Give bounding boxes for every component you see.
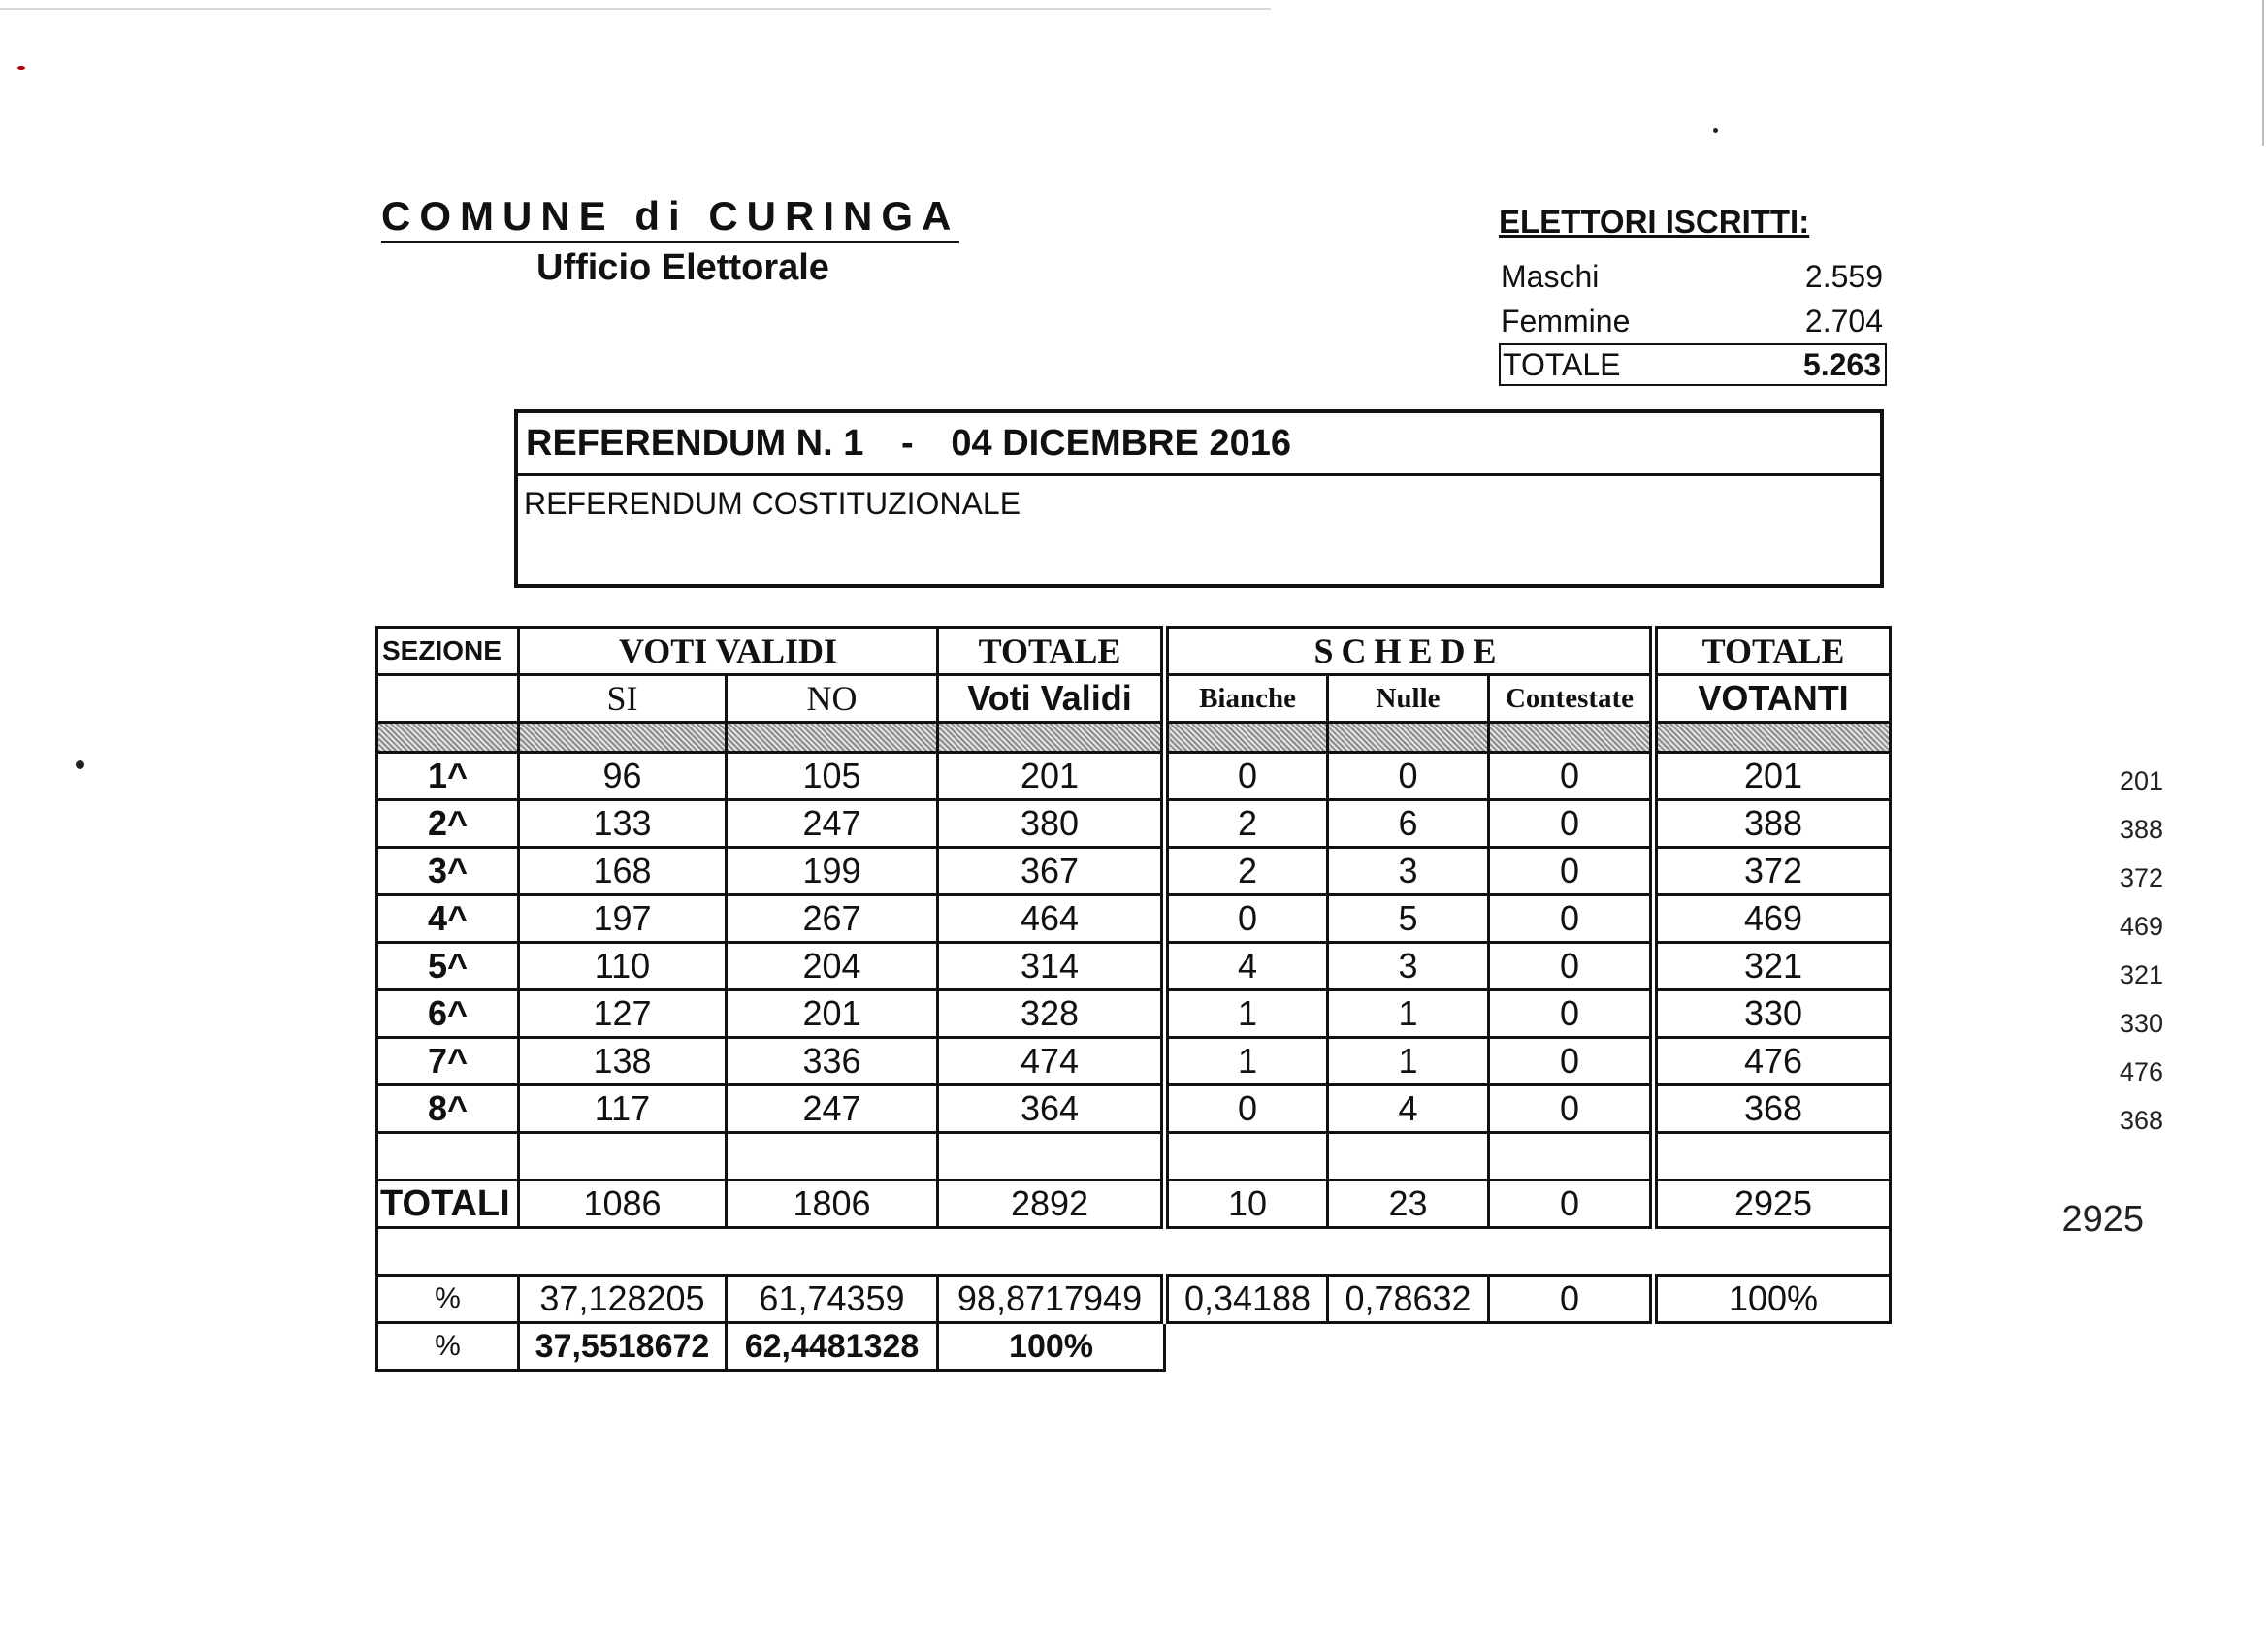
- pct2-si: 37,5518672: [519, 1323, 727, 1371]
- pct1-si: 37,128205: [519, 1276, 727, 1323]
- contestate-cell: 0: [1489, 895, 1654, 943]
- pct2-label: %: [377, 1323, 519, 1371]
- sezione-cell: 7^: [377, 1038, 519, 1085]
- nulle-cell: 1: [1328, 990, 1489, 1038]
- totali-si: 1086: [519, 1180, 727, 1228]
- no-cell: 201: [727, 990, 938, 1038]
- ufficio-subtitle: Ufficio Elettorale: [536, 247, 829, 288]
- percent-row-2: [377, 1323, 1891, 1371]
- table-row: [377, 848, 1891, 895]
- bianche-cell: 1: [1165, 1038, 1328, 1085]
- si-cell: 133: [519, 800, 727, 848]
- hatch-cell: [938, 723, 1165, 753]
- si-cell: 168: [519, 848, 727, 895]
- no-cell: 199: [727, 848, 938, 895]
- femmine-value: 2.704: [1804, 304, 1883, 339]
- totali-votanti: 2925: [1654, 1180, 1891, 1228]
- no-cell: 247: [727, 1085, 938, 1133]
- elettori-title: ELETTORI ISCRITTI:: [1499, 204, 1810, 240]
- votanti-cell: 330: [1654, 990, 1891, 1038]
- header-nulle: Nulle: [1328, 675, 1489, 723]
- table-row: [377, 943, 1891, 990]
- sezione-cell: 6^: [377, 990, 519, 1038]
- blank-cell: [938, 1133, 1165, 1180]
- pct1-no: 61,74359: [727, 1276, 938, 1323]
- header-voti-validi-sub: Voti Validi: [938, 675, 1165, 723]
- elettori-iscritti-box: [1499, 204, 1887, 386]
- hatch-cell: [727, 723, 938, 753]
- header-empty: [377, 675, 519, 723]
- table-header-row-2: [377, 675, 1891, 723]
- bianche-cell: 1: [1165, 990, 1328, 1038]
- pct2-empty: [1489, 1323, 1654, 1371]
- no-cell: 105: [727, 753, 938, 800]
- nulle-cell: 3: [1328, 848, 1489, 895]
- contestate-cell: 0: [1489, 753, 1654, 800]
- margin-note: 201: [2119, 766, 2163, 795]
- elettori-maschi-row: [1499, 254, 1887, 299]
- nulle-cell: 5: [1328, 895, 1489, 943]
- hatch-cell: [1165, 723, 1328, 753]
- votanti-cell: 372: [1654, 848, 1891, 895]
- maschi-value: 2.559: [1804, 259, 1883, 294]
- pct2-empty: [1654, 1323, 1891, 1371]
- document-header: [381, 194, 1012, 289]
- sezione-cell: 8^: [377, 1085, 519, 1133]
- bianche-cell: 2: [1165, 848, 1328, 895]
- pct1-votanti: 100%: [1654, 1276, 1891, 1323]
- elettori-totale-row: [1499, 343, 1887, 386]
- pct2-empty: [1165, 1323, 1328, 1371]
- blank-row: [377, 1228, 1891, 1276]
- scan-speck: [76, 760, 84, 769]
- header-bianche: Bianche: [1165, 675, 1328, 723]
- si-cell: 110: [519, 943, 727, 990]
- si-cell: 117: [519, 1085, 727, 1133]
- blank-cell: [1654, 1133, 1891, 1180]
- pct2-empty: [1328, 1323, 1489, 1371]
- margin-note: 321: [2119, 960, 2163, 989]
- totale-cell: 464: [938, 895, 1165, 943]
- sezione-cell: 5^: [377, 943, 519, 990]
- margin-note: 372: [2119, 863, 2163, 892]
- nulle-cell: 1: [1328, 1038, 1489, 1085]
- pct1-label: %: [377, 1276, 519, 1323]
- bianche-cell: 0: [1165, 753, 1328, 800]
- bianche-cell: 2: [1165, 800, 1328, 848]
- no-cell: 267: [727, 895, 938, 943]
- margin-note: 330: [2119, 1009, 2163, 1038]
- contestate-cell: 0: [1489, 943, 1654, 990]
- totale-value: 5.263: [1802, 347, 1881, 382]
- totale-cell: 380: [938, 800, 1165, 848]
- si-cell: 138: [519, 1038, 727, 1085]
- header-si: SI: [519, 675, 727, 723]
- totale-cell: 474: [938, 1038, 1165, 1085]
- header-totale-votanti: TOTALE: [1654, 628, 1891, 675]
- no-cell: 336: [727, 1038, 938, 1085]
- si-cell: 127: [519, 990, 727, 1038]
- referendum-date: 04 DICEMBRE 2016: [951, 423, 1291, 464]
- scan-speck: [1713, 128, 1718, 133]
- scan-speck: [17, 66, 25, 70]
- referendum-number: REFERENDUM N. 1: [526, 423, 864, 464]
- header-voti-validi: VOTI VALIDI: [519, 628, 938, 675]
- margin-note: 368: [2119, 1106, 2163, 1135]
- table-row: [377, 1085, 1891, 1133]
- hatch-row: [377, 723, 1891, 753]
- contestate-cell: 0: [1489, 848, 1654, 895]
- header-contestate: Contestate: [1489, 675, 1654, 723]
- votanti-cell: 469: [1654, 895, 1891, 943]
- votanti-cell: 388: [1654, 800, 1891, 848]
- votanti-cell: 368: [1654, 1085, 1891, 1133]
- bianche-cell: 0: [1165, 895, 1328, 943]
- blank-row: [377, 1133, 1891, 1180]
- totali-label: TOTALI: [377, 1180, 519, 1228]
- nulle-cell: 4: [1328, 1085, 1489, 1133]
- totali-bianche: 10: [1165, 1180, 1328, 1228]
- nulle-cell: 6: [1328, 800, 1489, 848]
- pct2-no: 62,4481328: [727, 1323, 938, 1371]
- margin-note: 469: [2119, 912, 2163, 941]
- pct1-totale: 98,8717949: [938, 1276, 1165, 1323]
- sezione-cell: 2^: [377, 800, 519, 848]
- nulle-cell: 3: [1328, 943, 1489, 990]
- contestate-cell: 0: [1489, 1038, 1654, 1085]
- nulle-cell: 0: [1328, 753, 1489, 800]
- blank-cell: [519, 1133, 727, 1180]
- pct1-nulle: 0,78632: [1328, 1276, 1489, 1323]
- table-header-row-1: [377, 628, 1891, 675]
- sezione-cell: 1^: [377, 753, 519, 800]
- sezione-cell: 4^: [377, 895, 519, 943]
- blank-cell: [377, 1133, 519, 1180]
- pct2-totale: 100%: [938, 1323, 1165, 1371]
- blank-cell: [377, 1228, 1891, 1276]
- blank-cell: [1328, 1133, 1489, 1180]
- hatch-cell: [1489, 723, 1654, 753]
- totali-totale: 2892: [938, 1180, 1165, 1228]
- pct1-bianche: 0,34188: [1165, 1276, 1328, 1323]
- referendum-subtitle: REFERENDUM COSTITUZIONALE: [524, 486, 1021, 521]
- hatch-cell: [519, 723, 727, 753]
- votanti-cell: 476: [1654, 1038, 1891, 1085]
- referendum-title-row: [518, 413, 1880, 476]
- contestate-cell: 0: [1489, 990, 1654, 1038]
- sezione-cell: 3^: [377, 848, 519, 895]
- blank-cell: [727, 1133, 938, 1180]
- margin-note: 476: [2119, 1057, 2163, 1086]
- blank-cell: [1165, 1133, 1328, 1180]
- header-totale: TOTALE: [938, 628, 1165, 675]
- hatch-cell: [1654, 723, 1891, 753]
- totale-cell: 314: [938, 943, 1165, 990]
- header-sezione: SEZIONE: [377, 628, 519, 675]
- no-cell: 247: [727, 800, 938, 848]
- hatch-cell: [1328, 723, 1489, 753]
- header-no: NO: [727, 675, 938, 723]
- totale-label: TOTALE: [1503, 347, 1621, 382]
- maschi-label: Maschi: [1501, 259, 1600, 294]
- bianche-cell: 4: [1165, 943, 1328, 990]
- votanti-cell: 321: [1654, 943, 1891, 990]
- margin-total: 2925: [2061, 1199, 2144, 1240]
- totali-row: [377, 1180, 1891, 1228]
- header-votanti: VOTANTI: [1654, 675, 1891, 723]
- pct1-contestate: 0: [1489, 1276, 1654, 1323]
- hatch-cell: [377, 723, 519, 753]
- votanti-cell: 201: [1654, 753, 1891, 800]
- table-row: [377, 1038, 1891, 1085]
- si-cell: 96: [519, 753, 727, 800]
- results-table: [375, 626, 1892, 1372]
- scan-edge-line: [0, 8, 1271, 10]
- table-row: [377, 800, 1891, 848]
- totali-nulle: 23: [1328, 1180, 1489, 1228]
- comune-title: COMUNE di CURINGA: [381, 194, 959, 243]
- referendum-box: [514, 409, 1884, 588]
- table-row: [377, 990, 1891, 1038]
- totali-no: 1806: [727, 1180, 938, 1228]
- totale-cell: 367: [938, 848, 1165, 895]
- header-schede: SCHEDE: [1165, 628, 1654, 675]
- section-rows: [377, 753, 1891, 1133]
- totale-cell: 201: [938, 753, 1165, 800]
- referendum-separator: -: [901, 423, 914, 464]
- table-row: [377, 753, 1891, 800]
- totale-cell: 328: [938, 990, 1165, 1038]
- no-cell: 204: [727, 943, 938, 990]
- totali-contestate: 0: [1489, 1180, 1654, 1228]
- margin-note: 388: [2119, 815, 2163, 844]
- table-row: [377, 895, 1891, 943]
- contestate-cell: 0: [1489, 1085, 1654, 1133]
- elettori-femmine-row: [1499, 299, 1887, 343]
- contestate-cell: 0: [1489, 800, 1654, 848]
- totale-cell: 364: [938, 1085, 1165, 1133]
- scan-right-edge: [2262, 0, 2264, 146]
- bianche-cell: 0: [1165, 1085, 1328, 1133]
- blank-cell: [1489, 1133, 1654, 1180]
- percent-row-1: [377, 1276, 1891, 1323]
- si-cell: 197: [519, 895, 727, 943]
- femmine-label: Femmine: [1501, 304, 1631, 339]
